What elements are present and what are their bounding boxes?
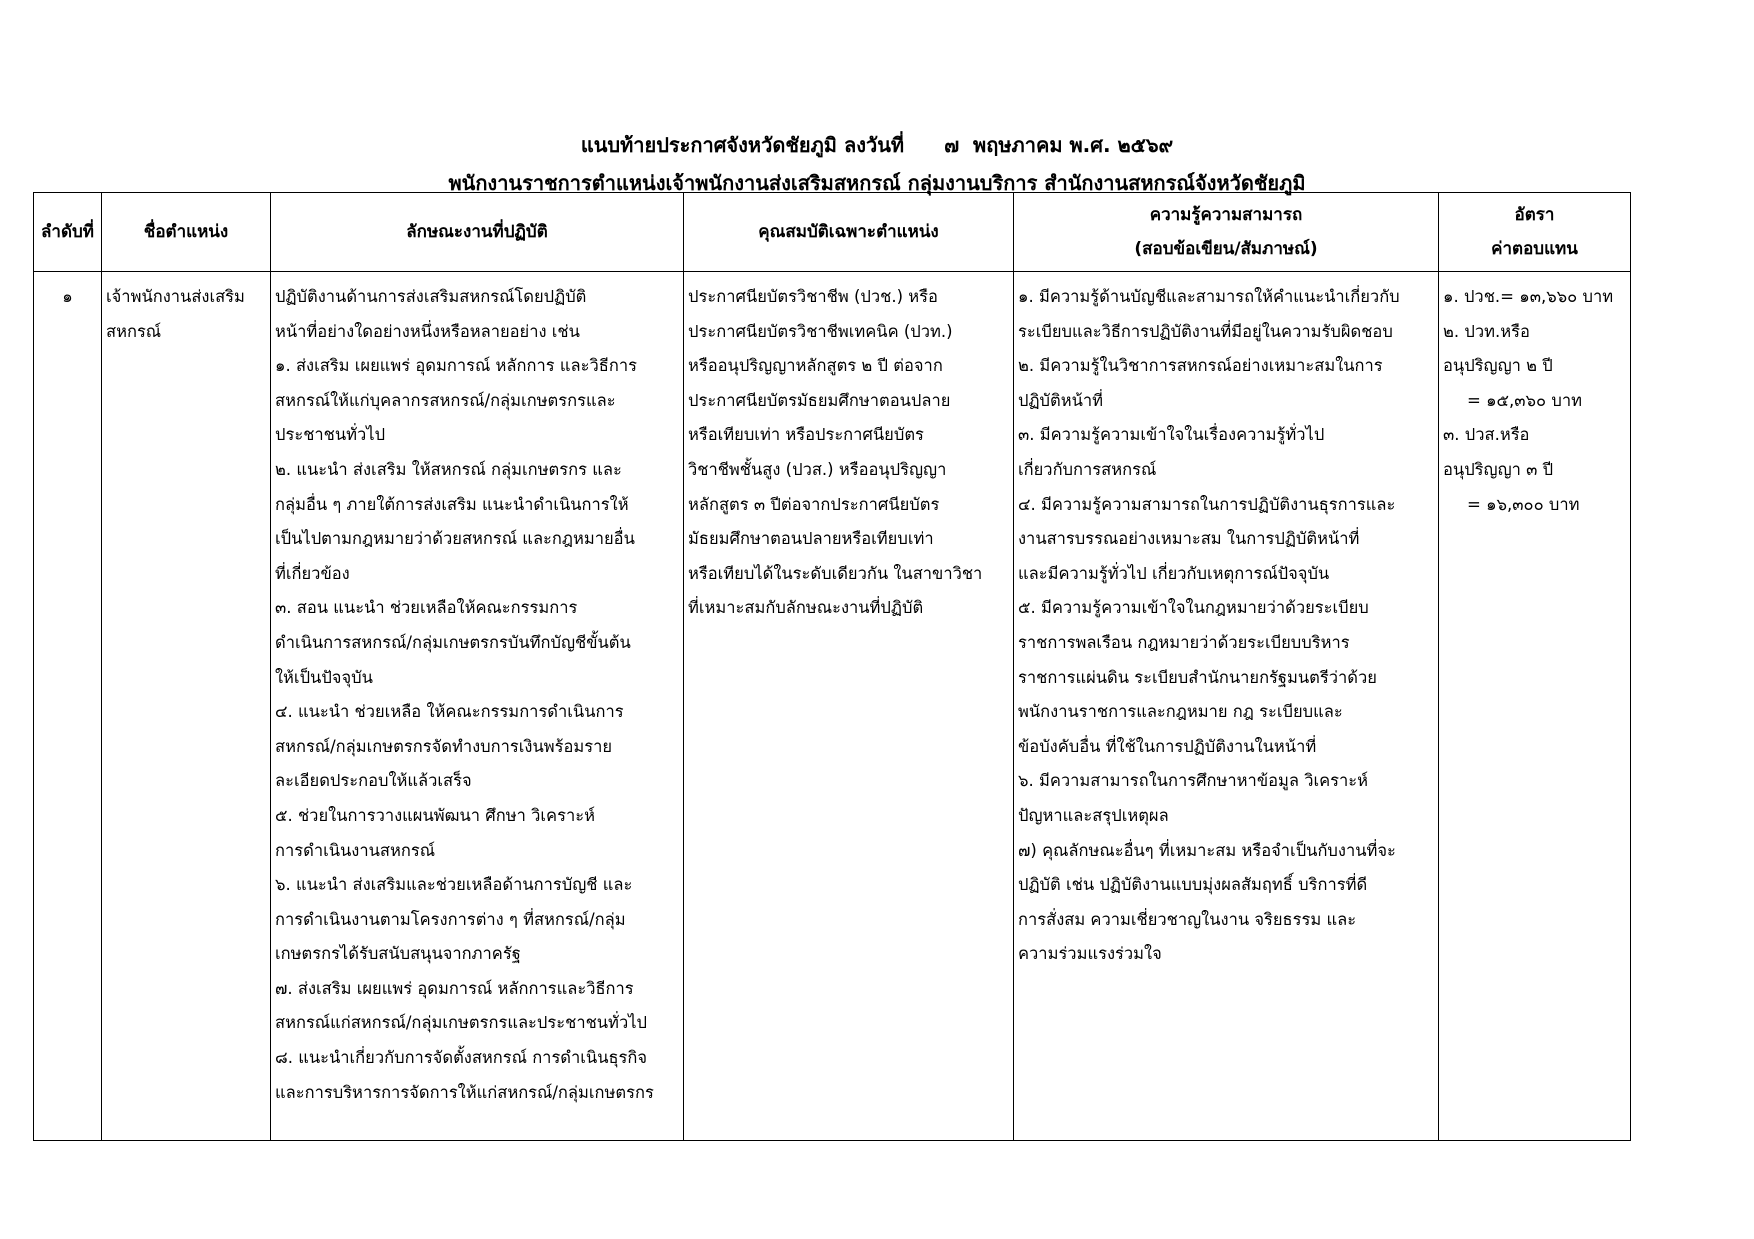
header-knowledge <box>1014 193 1439 272</box>
knowledge-line: และมีความรู้ทั่วไป เกี่ยวกับเหตุการณ์ปัจจุบัน <box>1018 563 1330 583</box>
duties-line: ๒. แนะนำ ส่งเสริม ให้สหกรณ์ กลุ่มเกษตรกร และ <box>275 459 622 479</box>
knowledge-line: ราชการพลเรือน กฎหมายว่าด้วยระเบียบบริหาร <box>1018 632 1350 652</box>
rate-line: ๒. ปวท.หรือ <box>1443 321 1530 341</box>
knowledge-line: ความร่วมแรงร่วมใจ <box>1018 944 1162 964</box>
table-row <box>34 272 1631 1141</box>
cell-duties <box>271 272 684 1141</box>
title-date: พฤษภาคม พ.ศ. ๒๕๖๙ <box>973 133 1174 157</box>
rate-line: อนุปริญญา ๒ ปี <box>1443 356 1553 376</box>
qualifications-line: มัธยมศึกษาตอนปลายหรือเทียบเท่า <box>688 529 934 549</box>
knowledge-line: ๑. มีความรู้ด้านบัญชีและสามารถให้คำแนะนำเกี่ยวกับ <box>1018 287 1400 306</box>
duties-line: ๓. สอน แนะนำ ช่วยเหลือให้คณะกรรมการ <box>275 598 578 618</box>
duties-line: ๗. ส่งเสริม เผยแพร่ อุดมการณ์ หลักการและวิธีการ <box>275 978 634 998</box>
header-no: ลำดับที่ <box>34 193 102 272</box>
document-title-line1 <box>0 129 1754 161</box>
duties-line: และการบริหารการจัดการให้แก่สหกรณ์/กลุ่มเกษตรกร <box>275 1082 654 1102</box>
qualifications-line: ที่เหมาะสมกับลักษณะงานที่ปฏิบัติ <box>688 598 924 618</box>
header-knowledge-line1: ความรู้ความสามารถ <box>1149 205 1303 225</box>
header-qualifications: คุณสมบัติเฉพาะตำแหน่ง <box>684 193 1014 272</box>
duties-line: ๕. ช่วยในการวางแผนพัฒนา ศึกษา วิเคราะห์ <box>275 805 595 825</box>
document-title-line2: พนักงานราชการตำแหน่งเจ้าพนักงานส่งเสริมสหกรณ์ กลุ่มงานบริการ สำนักงานสหกรณ์จังหวัดชัยภูมิ <box>448 171 1306 195</box>
qualifications-line: หรือเทียบได้ในระดับเดียวกัน ในสาขาวิชา <box>688 563 983 583</box>
duties-line: ที่เกี่ยวข้อง <box>275 563 350 583</box>
duties-line: ๑. ส่งเสริม เผยแพร่ อุดมการณ์ หลักการ และวิธีการ <box>275 356 637 376</box>
duties-line: ๔. แนะนำ ช่วยเหลือ ให้คณะกรรมการดำเนินการ <box>275 702 624 722</box>
position-line: สหกรณ์ <box>106 321 162 341</box>
cell-rate <box>1439 272 1631 1141</box>
rate-line: อนุปริญญา ๓ ปี <box>1443 459 1554 479</box>
duties-line: ปฏิบัติงานด้านการส่งเสริมสหกรณ์โดยปฏิบัติ <box>275 287 587 306</box>
knowledge-line: ๔. มีความรู้ความสามารถในการปฏิบัติงานธุรการและ <box>1018 494 1396 514</box>
qualifications-line: ประกาศนียบัตรมัธยมศึกษาตอนปลาย <box>688 390 951 410</box>
rate-line: ๑. ปวช.= ๑๓,๖๖๐ บาท <box>1443 287 1614 306</box>
cell-position <box>102 272 271 1141</box>
knowledge-line: การสั่งสม ความเชี่ยวชาญในงาน จริยธรรม และ <box>1018 909 1357 929</box>
knowledge-line: เกี่ยวกับการสหกรณ์ <box>1018 459 1157 479</box>
position-table <box>33 192 1631 1141</box>
qualifications-line: หรืออนุปริญญาหลักสูตร ๒ ปี ต่อจาก <box>688 356 943 376</box>
knowledge-line: ๗) คุณลักษณะอื่นๆ ที่เหมาะสม หรือจำเป็นกับงานที่จะ <box>1018 840 1396 860</box>
knowledge-line: ปัญหาและสรุปเหตุผล <box>1018 805 1169 825</box>
duties-line: หน้าที่อย่างใดอย่างหนึ่งหรือหลายอย่าง เช่น <box>275 321 580 341</box>
duties-line: การดำเนินงานสหกรณ์ <box>275 840 436 860</box>
knowledge-line: ๖. มีความสามารถในการศึกษาหาข้อมูล วิเคราะห์ <box>1018 771 1369 791</box>
rate-line: = ๑๕,๓๖๐ บาท <box>1467 390 1582 410</box>
duties-line: ๖. แนะนำ ส่งเสริมและช่วยเหลือด้านการบัญชี และ <box>275 875 633 895</box>
header-duties: ลักษณะงานที่ปฏิบัติ <box>271 193 684 272</box>
knowledge-line: ข้อบังคับอื่น ที่ใช้ในการปฏิบัติงานในหน้าที่ <box>1018 736 1317 756</box>
duties-line: ละเอียดประกอบให้แล้วเสร็จ <box>275 771 472 791</box>
knowledge-line: ราชการแผ่นดิน ระเบียบสำนักนายกรัฐมนตรีว่าด้วย <box>1018 667 1377 687</box>
duties-line: การดำเนินงานตามโครงการต่าง ๆ ที่สหกรณ์/กลุ่ม <box>275 909 626 929</box>
header-rate <box>1439 193 1631 272</box>
duties-line: กลุ่มอื่น ๆ ภายใต้การส่งเสริม แนะนำดำเนินการให้ <box>275 494 629 514</box>
duties-line: เป็นไปตามกฎหมายว่าด้วยสหกรณ์ และกฎหมายอื่น <box>275 529 635 549</box>
duties-line: ให้เป็นปัจจุบัน <box>275 667 373 687</box>
header-position: ชื่อตำแหน่ง <box>102 193 271 272</box>
knowledge-line: พนักงานราชการและกฎหมาย กฎ ระเบียบและ <box>1018 702 1343 722</box>
knowledge-line: ปฏิบัติ เช่น ปฏิบัติงานแบบมุ่งผลสัมฤทธิ์ บริการที่ดี <box>1018 875 1368 895</box>
rate-line: ๓. ปวส.หรือ <box>1443 425 1530 445</box>
duties-line: สหกรณ์แก่สหกรณ์/กลุ่มเกษตรกรและประชาชนทั่วไป <box>275 1013 647 1033</box>
table-header-row <box>34 193 1631 272</box>
knowledge-line: ระเบียบและวิธีการปฏิบัติงานที่มีอยู่ในความรับผิดชอบ <box>1018 321 1393 341</box>
duties-line: เกษตรกรได้รับสนับสนุนจากภาครัฐ <box>275 944 521 964</box>
header-rate-line2: ค่าตอบแทน <box>1491 239 1578 259</box>
knowledge-line: ๓. มีความรู้ความเข้าใจในเรื่องความรู้ทั่วไป <box>1018 425 1325 445</box>
knowledge-line: ๕. มีความรู้ความเข้าใจในกฎหมายว่าด้วยระเบียบ <box>1018 598 1369 618</box>
cell-no: ๑ <box>34 272 102 1141</box>
title-prefix: แนบท้ายประกาศจังหวัดชัยภูมิ ลงวันที่ <box>580 133 905 157</box>
title-day: ๗ <box>944 133 960 157</box>
duties-line: สหกรณ์/กลุ่มเกษตรกรจัดทำงบการเงินพร้อมราย <box>275 736 613 756</box>
knowledge-line: ปฏิบัติหน้าที่ <box>1018 390 1104 410</box>
duties-line: ประชาชนทั่วไป <box>275 425 386 445</box>
qualifications-line: ประกาศนียบัตรวิชาชีพเทคนิค (ปวท.) <box>688 321 953 341</box>
knowledge-line: ๒. มีความรู้ในวิชาการสหกรณ์อย่างเหมาะสมในการ <box>1018 356 1383 376</box>
knowledge-line: งานสารบรรณอย่างเหมาะสม ในการปฏิบัติหน้าที่ <box>1018 529 1360 549</box>
cell-qualifications <box>684 272 1014 1141</box>
qualifications-line: หรือเทียบเท่า หรือประกาศนียบัตร <box>688 425 924 445</box>
qualifications-line: หลักสูตร ๓ ปีต่อจากประกาศนียบัตร <box>688 494 940 514</box>
qualifications-line: ประกาศนียบัตรวิชาชีพ (ปวช.) หรือ <box>688 287 938 306</box>
position-line: เจ้าพนักงานส่งเสริม <box>106 287 245 306</box>
header-knowledge-line2: (สอบข้อเขียน/สัมภาษณ์) <box>1134 239 1318 259</box>
duties-line: ดำเนินการสหกรณ์/กลุ่มเกษตรกรบันทึกบัญชีขั้นต้น <box>275 632 631 652</box>
rate-line: = ๑๖,๓๐๐ บาท <box>1467 494 1580 514</box>
duties-line: สหกรณ์ให้แก่บุคลากรสหกรณ์/กลุ่มเกษตรกรและ <box>275 390 616 410</box>
cell-knowledge <box>1014 272 1439 1141</box>
duties-line: ๘. แนะนำเกี่ยวกับการจัดตั้งสหกรณ์ การดำเนินธุรกิจ <box>275 1048 648 1068</box>
qualifications-line: วิชาชีพชั้นสูง (ปวส.) หรืออนุปริญญา <box>688 459 947 479</box>
header-rate-line1: อัตรา <box>1514 205 1555 225</box>
